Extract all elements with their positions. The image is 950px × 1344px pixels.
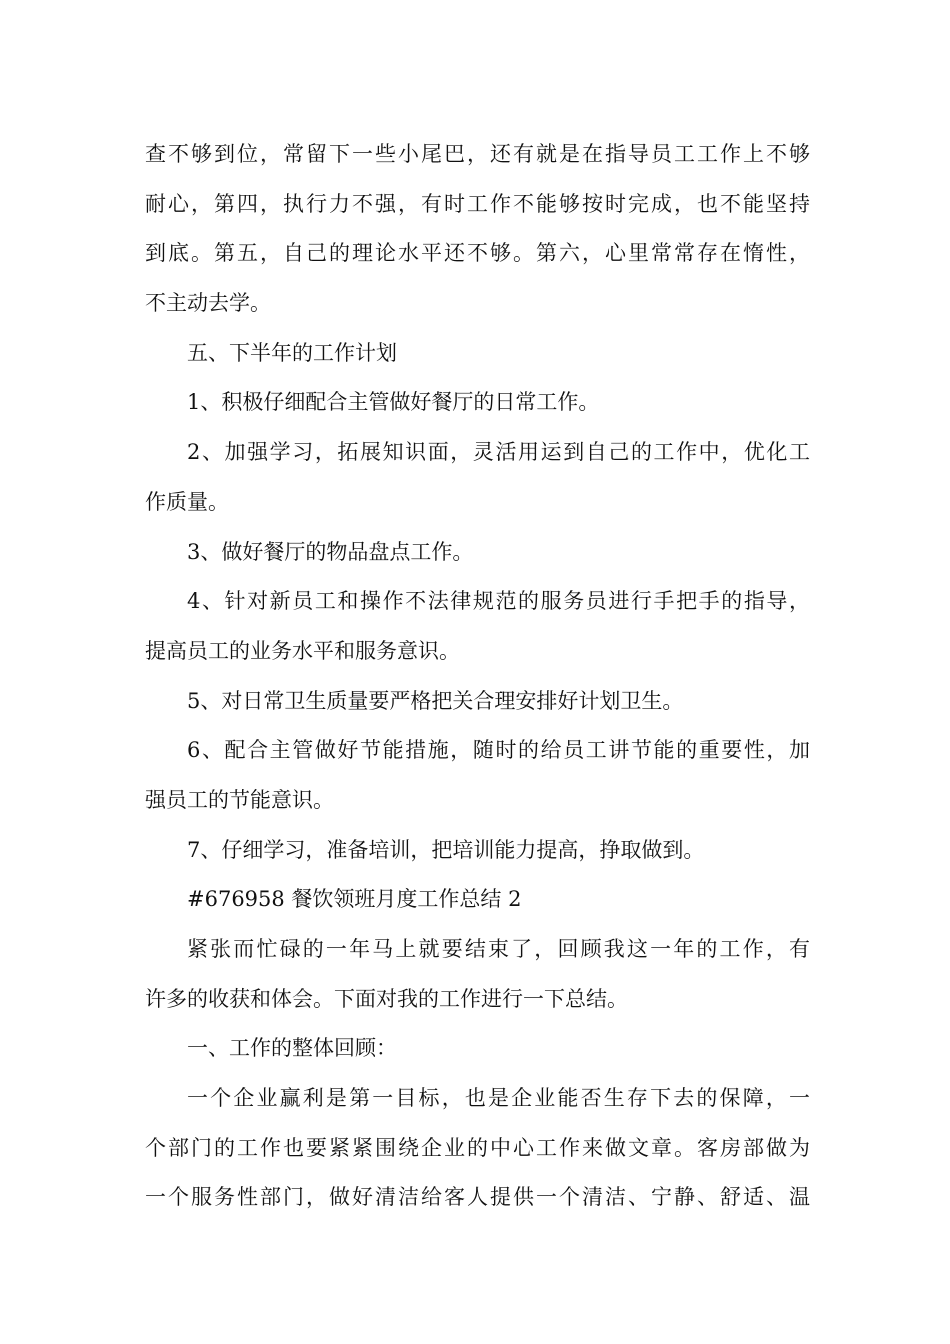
text-line: 提高员工的业务水平和服务意识。 xyxy=(145,638,460,663)
text-line: 作质量。 xyxy=(145,489,229,514)
text-line: 一、工作的整体回顾： xyxy=(187,1036,397,1061)
text-line: 1、积极仔细配合主管做好餐厅的日常工作。 xyxy=(187,390,600,415)
text-line: 紧张而忙碌的一年马上就要结束了，回顾我这一年的工作，有 xyxy=(187,937,810,961)
text-line: 3、做好餐厅的物品盘点工作。 xyxy=(187,539,474,564)
text-line: 4、针对新员工和操作不法律规范的服务员进行手把手的指导， xyxy=(187,589,810,614)
text-line: 2、加强学习，拓展知识面，灵活用运到自己的工作中，优化工 xyxy=(187,440,810,465)
text-line: 一个服务性部门，做好清洁给客人提供一个清洁、宁静、舒适、温 xyxy=(145,1185,810,1210)
document-body xyxy=(145,130,810,1223)
text-line: 许多的收获和体会。下面对我的工作进行一下总结。 xyxy=(145,986,628,1011)
text-line: 个部门的工作也要紧紧围绕企业的中心工作来做文章。客房部做为 xyxy=(145,1135,810,1160)
text-line: 强员工的节能意识。 xyxy=(145,787,334,812)
text-line: #676958 餐饮领班月度工作总结 2 xyxy=(187,887,522,912)
text-line: 一个企业赢利是第一目标，也是企业能否生存下去的保障，一 xyxy=(187,1086,810,1111)
text-line: 五、下半年的工作计划 xyxy=(187,340,397,365)
text-line: 5、对日常卫生质量要严格把关合理安排好计划卫生。 xyxy=(187,688,684,713)
text-line: 7、仔细学习，准备培训，把培训能力提高，挣取做到。 xyxy=(187,837,705,862)
text-line: 6、配合主管做好节能措施，随时的给员工讲节能的重要性，加 xyxy=(187,738,810,763)
text-line: 耐心，第四，执行力不强，有时工作不能够按时完成，也不能坚持 xyxy=(145,191,810,216)
text-line: 到底。第五，自己的理论水平还不够。第六，心里常常存在惰性， xyxy=(145,241,810,266)
text-line: 查不够到位，常留下一些小尾巴，还有就是在指导员工工作上不够 xyxy=(145,142,810,166)
text-line: 不主动去学。 xyxy=(145,291,271,316)
